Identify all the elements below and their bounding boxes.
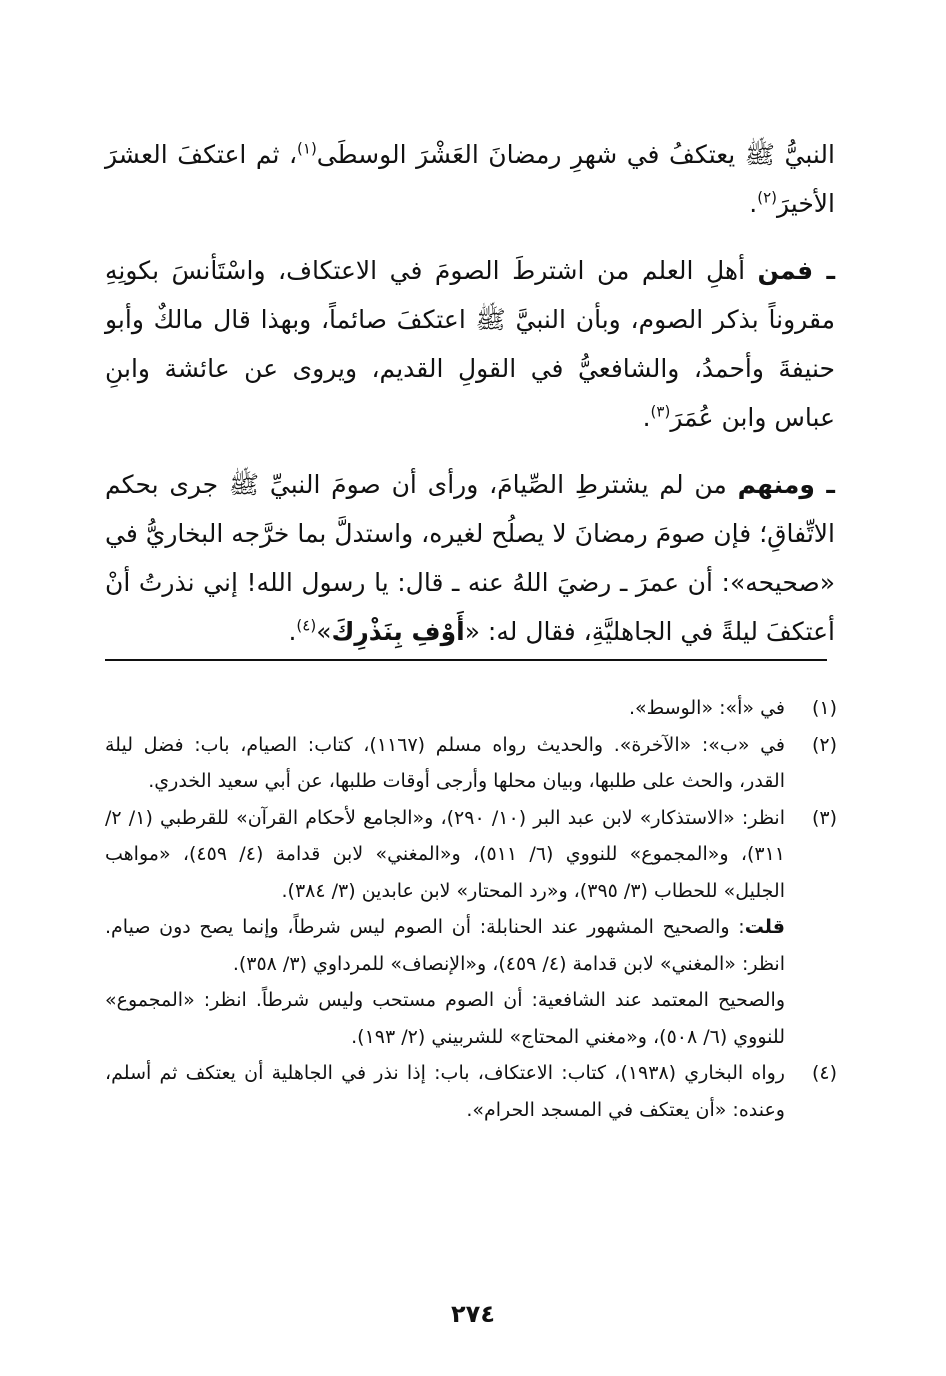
footnote-text-span: في «أ»: «الوسط». [628,697,785,719]
footnote-lead: قلت [744,916,785,938]
paragraph-3-text: . [288,617,297,646]
footnote-4 [105,1055,837,1128]
footnote-separator [105,659,827,661]
paragraph-2-text: أهلِ العلم من اشترطَ الصومَ في الاعتكاف، واسْتَأنسَ بكونِهِ مقروناً بذكر الصوم، وبأن النبيَّ ﷺ اعتكفَ صائماً، وبهذا قال مالكٌ وأبو حنيفةَ وأحمدُ، والشافعيُّ في القولِ القديم، ويروى عن عائشة وابنِ عباس وابن عُمَرَ [105,256,835,432]
footnote-body [105,690,785,727]
footnote-3 [105,800,837,1056]
paragraph-2-text: . [642,403,651,432]
footnote-body [105,800,785,1056]
paragraph-1 [105,130,835,228]
footnotes [105,690,837,1128]
footnote-ref-1[interactable]: (١) [297,139,317,158]
footnote-ref-4[interactable]: (٤) [296,616,317,635]
page-number: ٢٧٤ [451,1300,495,1328]
paragraph-1-text: النبيُّ ﷺ يعتكفُ في شهرِ رمضانَ العَشْرَ الوسطَى [316,140,835,169]
footnote-text-span: : والصحيح المشهور عند الحنابلة: أن الصوم ليس شرطاً، وإنما يصح دون صيام. انظر: «المغني» لابن قدامة (٤/ ٤٥٩)، و«الإنصاف» للمرداوي (٣/ ٣٥٨). [105,916,785,975]
footnote-text [105,690,785,727]
footnote-text-span: في «ب»: «الآخرة». والحديث رواه مسلم (١١٦٧)، كتاب: الصيام، باب: فضل ليلة القدر، والحث على طلبها، وبيان محلها وأرجى أوقات طلبها، عن أبي سعيد الخدري. [105,733,785,792]
footnote-number: (٤) [811,1062,837,1084]
footnote-ref-2[interactable]: (٢) [757,188,777,207]
paragraph-3-lead: ـ ومنهم [737,470,835,499]
footnote-text [105,909,785,982]
footnote-1 [105,690,837,727]
footnote-text-span: انظر: «الاستذكار» لابن عبد البر (١٠/ ٢٩٠)، و«الجامع لأحكام القرآن» للقرطبي (١/ ٢/ ٣١١)، و«المجموع» للنووي (٦/ ٥١١)، و«المغني» لابن قدامة (٤/ ٤٥٩)، «مواهب الجليل» للحطاب (٣/ ٣٩٥)، و«رد المحتار» لابن عابدين (٣/ ٣٨٤). [105,806,785,902]
footnote-number: (٢) [811,733,837,756]
paragraph-2 [105,246,835,442]
footnote-body [105,1055,785,1128]
hadith-quote: أَوْفِ بِنَذْرِكَ [331,617,465,646]
paragraph-2-lead: ـ فمن [757,256,835,285]
footnote-text [105,982,785,1055]
footnote-ref-3[interactable]: (٣) [650,402,671,421]
footnote-text [105,800,785,910]
footnote-number: (١) [811,697,837,719]
footnote-text-span: والصحيح المعتمد عند الشافعية: أن الصوم مستحب وليس شرطاً. انظر: «المجموع» للنووي (٦/ ٥٠٨)، و«مغني المحتاج» للشربيني (٢/ ١٩٣). [105,989,785,1048]
footnote-number: (٣) [811,806,837,829]
footnote-text [105,727,785,800]
footnote-text-span: رواه البخاري (١٩٣٨)، كتاب: الاعتكاف، باب: إذا نذر في الجاهلية أن يعتكف ثم أسلم، وعنده: «أن يعتكف في المسجد الحرام». [105,1062,785,1121]
paragraph-3 [105,460,835,656]
paragraph-1-text: ، ثم اعتكفَ العشرَ الأخيرَ [105,140,835,218]
paragraph-1-text: . [749,189,758,218]
paragraph-3-text: من لم يشترطِ الصِّيامَ، ورأى أن صومَ النبيِّ ﷺ جرى بحكم الاتِّفاقِ؛ فإن صومَ رمضانَ لا يصلُح لغيره، واستدلَّ بما خرَّجه البخاريُّ في «صحيحه»: أن عمرَ ـ رضيَ اللهُ عنه ـ قال: يا رسول الله! إني نذرتُ أنْ أعتكفَ ليلةً في الجاهليَّةِ، فقال له: « [105,470,835,646]
main-text [105,130,835,674]
footnote-2 [105,727,837,800]
footnote-text [105,1055,785,1128]
footnote-body [105,727,785,800]
paragraph-3-text: » [316,617,332,646]
